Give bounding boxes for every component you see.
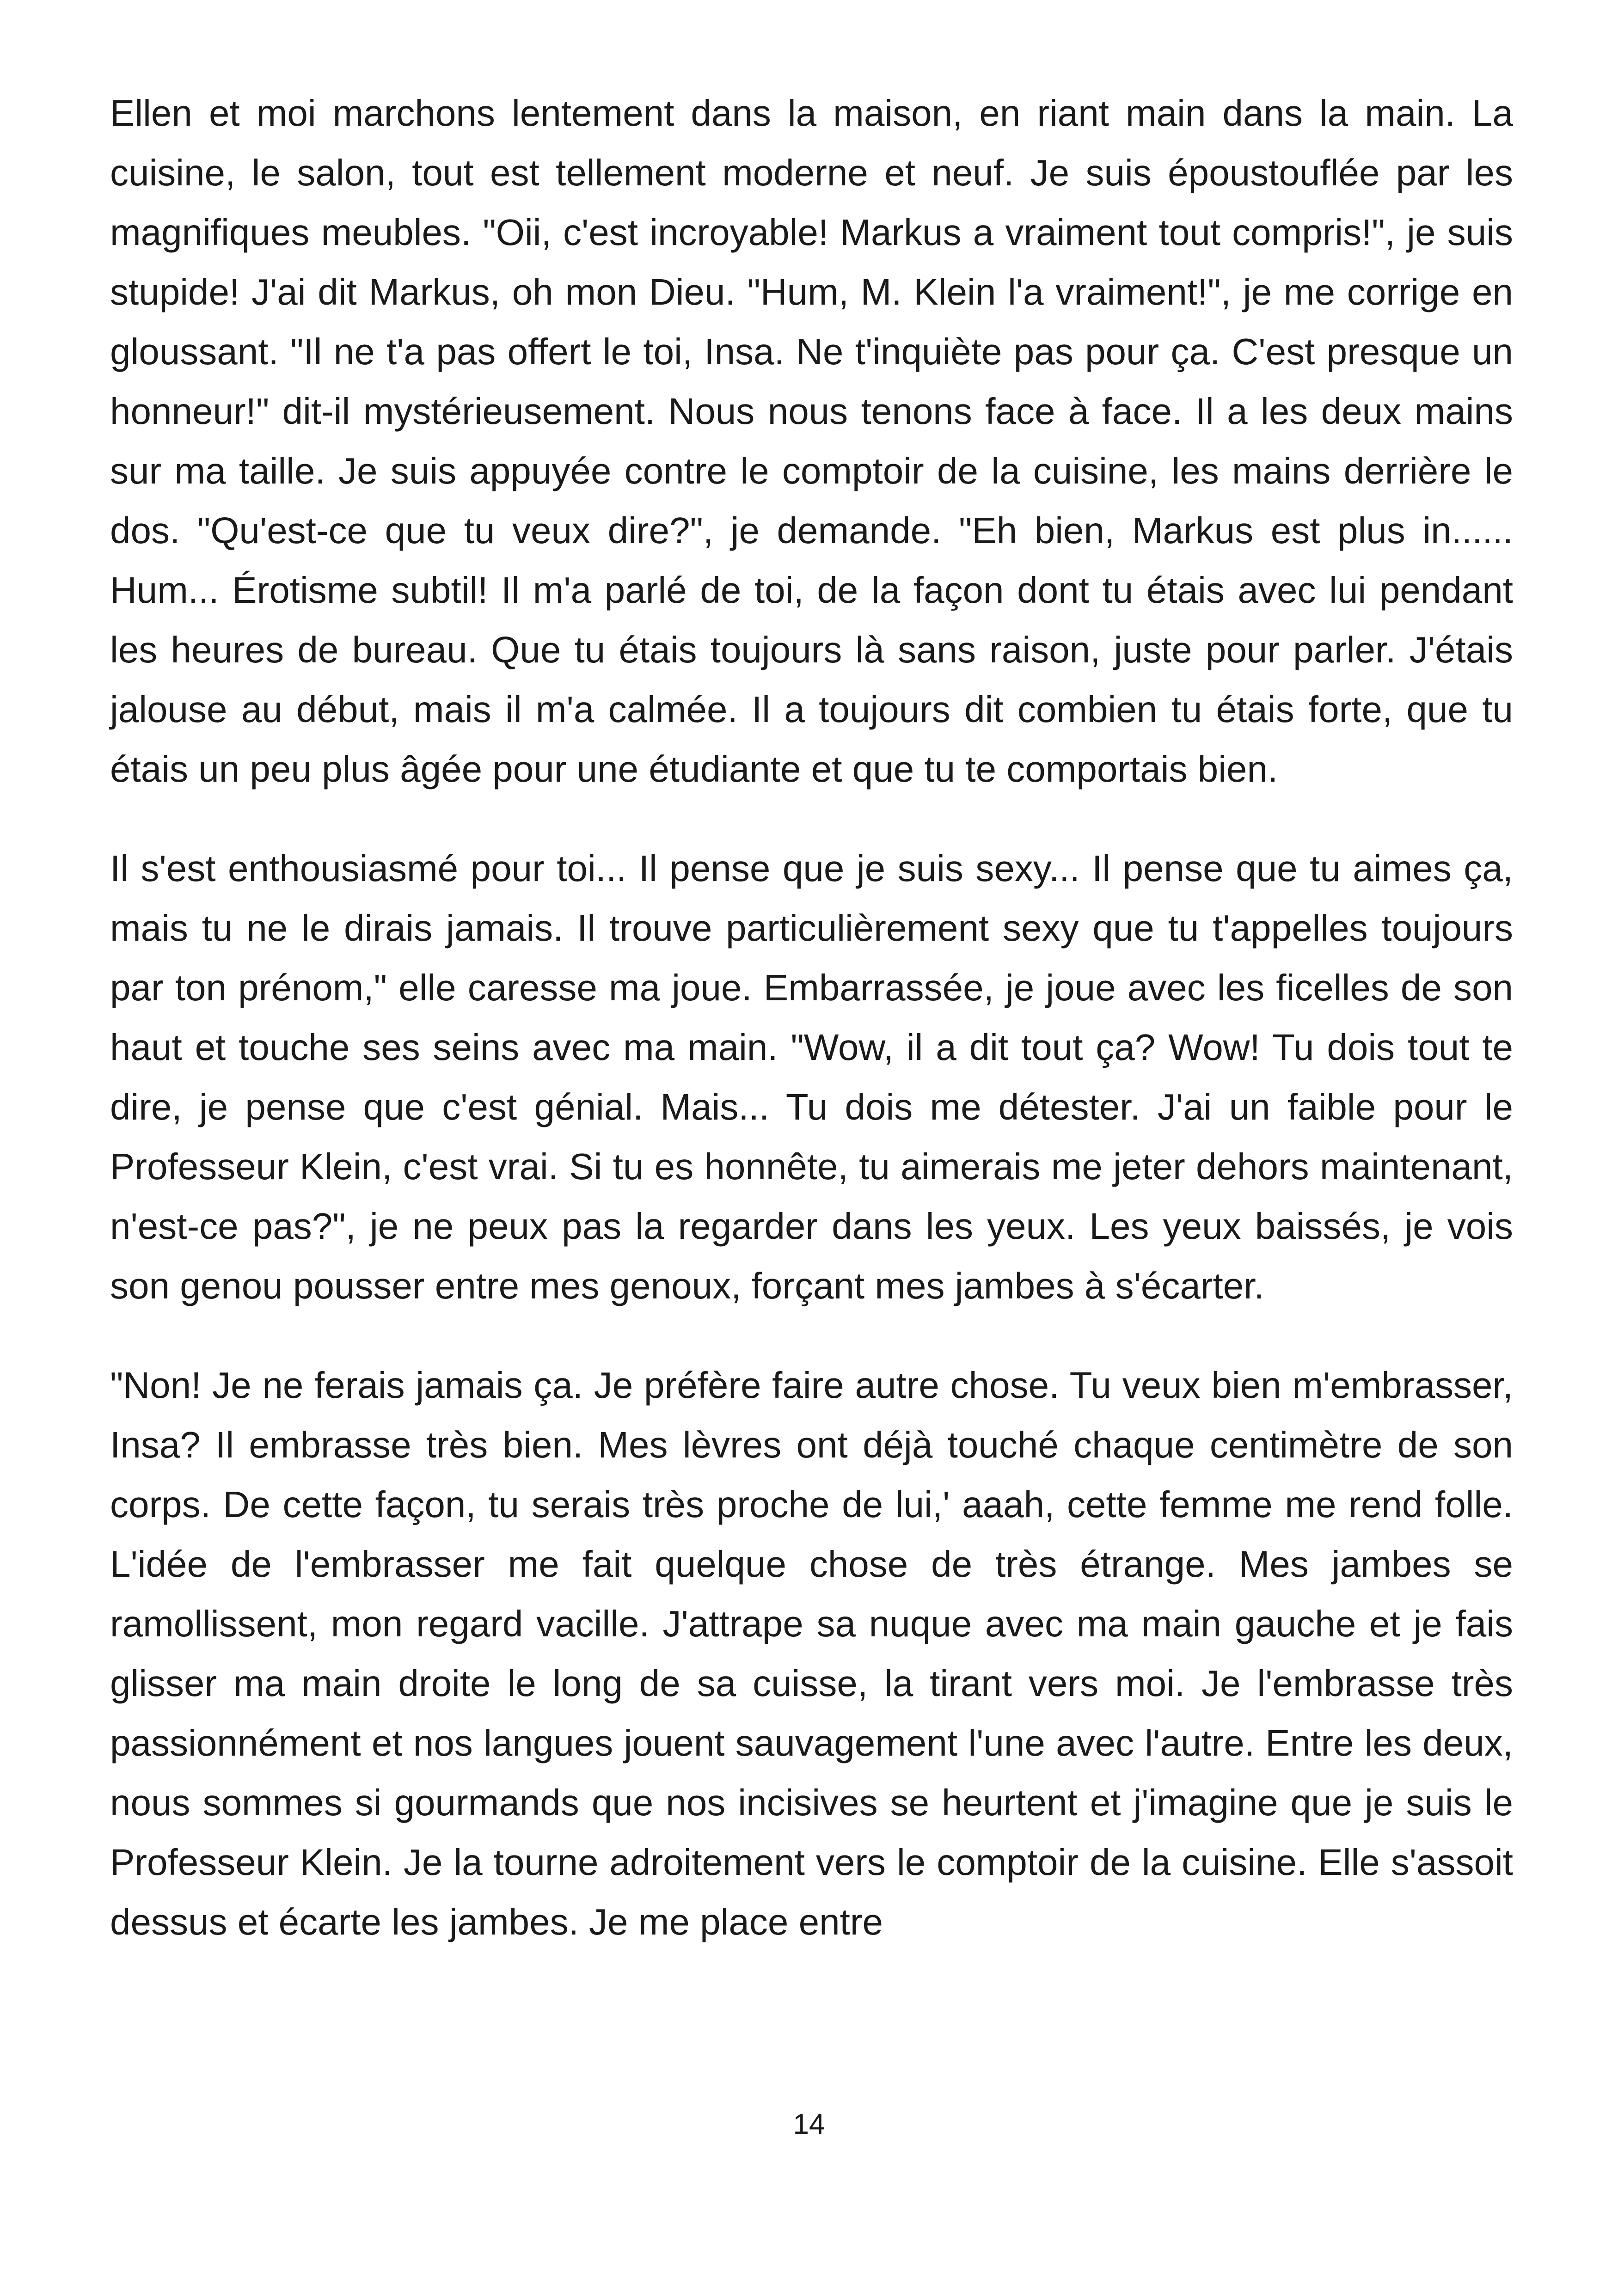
- paragraph-1: Ellen et moi marchons lentement dans la maison, en riant main dans la main. La cuisine, le salon, tout est tellement moderne et neuf. Je suis époustouflée par les magnifiques meubles. "Oii, c'est incroyable! Markus a vraiment tout compris!", je suis stupide! J'ai dit Markus, oh mon Dieu. "Hum, M. Klein l'a vraiment!", je me corrige en gloussant. "Il ne t'a pas offert le toi, Insa. Ne t'inquiète pas pour ça. C'est presque un honneur!" dit-il mystérieusement. Nous nous tenons face à face. Il a les deux mains sur ma taille. Je suis appuyée contre le comptoir de la cuisine, les mains derrière le dos. "Qu'est-ce que tu veux dire?", je demande. "Eh bien, Markus est plus in...... Hum... Érotisme subtil! Il m'a parlé de toi, de la façon dont tu étais avec lui pendant les heures de bureau. Que tu étais toujours là sans raison, juste pour parler. J'étais jalouse au début, mais il m'a calmée. Il a toujours dit combien tu étais forte, que tu étais un peu plus âgée pour une étudiante et que tu te comportais bien.: [110, 92, 1513, 790]
- page-number: 14: [793, 2108, 825, 2140]
- paragraph-2: Il s'est enthousiasmé pour toi... Il pense que je suis sexy... Il pense que tu aimes ça, mais tu ne le dirais jamais. Il trouve particulièrement sexy que tu t'appelles toujours par ton prénom," elle caresse ma joue. Embarrassée, je joue avec les ficelles de son haut et touche ses seins avec ma main. "Wow, il a dit tout ça? Wow! Tu dois tout te dire, je pense que c'est génial. Mais... Tu dois me détester. J'ai un faible pour le Professeur Klein, c'est vrai. Si tu es honnête, tu aimerais me jeter dehors maintenant, n'est-ce pas?", je ne peux pas la regarder dans les yeux. Les yeux baissés, je vois son genou pousser entre mes genoux, forçant mes jambes à s'écarter.: [110, 848, 1513, 1306]
- body-text: [110, 83, 1513, 1952]
- paragraph-3: "Non! Je ne ferais jamais ça. Je préfère faire autre chose. Tu veux bien m'embrasser, Insa? Il embrasse très bien. Mes lèvres ont déjà touché chaque centimètre de son corps. De cette façon, tu serais très proche de lui,' aaah, cette femme me rend folle. L'idée de l'embrasser me fait quelque chose de très étrange. Mes jambes se ramollissent, mon regard vacille. J'attrape sa nuque avec ma main gauche et je fais glisser ma main droite le long de sa cuisse, la tirant vers moi. Je l'embrasse très passionnément et nos langues jouent sauvagement l'une avec l'autre. Entre les deux, nous sommes si gourmands que nos incisives se heurtent et j'imagine que je suis le Professeur Klein. Je la tourne adroitement vers le comptoir de la cuisine. Elle s'assoit dessus et écarte les jambes. Je me place entre: [110, 1365, 1513, 1942]
